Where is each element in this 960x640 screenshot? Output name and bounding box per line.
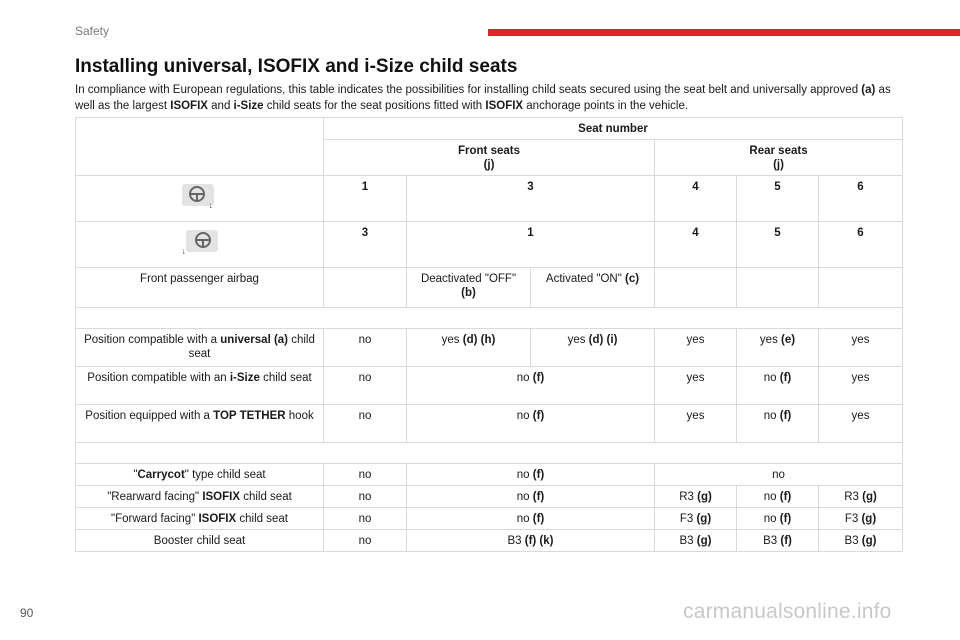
value-text: R3: [679, 491, 698, 503]
value-note: (g): [696, 535, 712, 547]
table-row: [76, 530, 903, 552]
value-cell: [737, 405, 819, 443]
empty-cell: [655, 268, 737, 308]
value-cell: no: [324, 464, 407, 486]
value-text: R3: [844, 491, 863, 503]
seat-cell: 1: [407, 222, 655, 268]
label-text: hook: [285, 410, 314, 422]
value-text: B3: [763, 535, 781, 547]
value-cell: [819, 530, 903, 552]
value-cell: [407, 508, 655, 530]
header-blank-cell: [76, 118, 324, 176]
intro-paragraph: [75, 82, 905, 114]
table-row: [76, 268, 903, 308]
value-note: (d) (i): [588, 334, 618, 346]
value-text: F3: [844, 513, 862, 525]
label-bold: ISOFIX: [202, 491, 241, 503]
value-text: B3: [844, 535, 862, 547]
label-text: Position equipped with a: [85, 410, 214, 422]
spacer-row: [76, 308, 903, 329]
value-text: no: [516, 491, 533, 503]
table-row: [76, 486, 903, 508]
rear-seats-label: Rear seats: [749, 145, 808, 157]
value-cell: [819, 508, 903, 530]
value-note: (f): [532, 372, 545, 384]
seat-cell: 5: [737, 176, 819, 222]
table-row: [76, 222, 903, 268]
value-text: B3: [507, 535, 525, 547]
empty-cell: [737, 268, 819, 308]
value-cell: no: [324, 405, 407, 443]
table-row: [76, 176, 903, 222]
rear-seats-note: (j): [773, 159, 784, 171]
table-row: [76, 367, 903, 405]
label-text: child seat: [188, 334, 315, 360]
universal-label: [76, 329, 324, 367]
intro-text: In compliance with European regulations, this table indicates the possibilities for installing child seats secured using the seat belt and universally approved: [75, 84, 862, 96]
value-text: no: [516, 469, 533, 481]
isize-label: [76, 367, 324, 405]
value-text: no: [516, 372, 533, 384]
front-seats-label: Front seats: [458, 145, 520, 157]
value-note: (f): [779, 372, 792, 384]
seat-cell: 4: [655, 176, 737, 222]
lhd-icon-cell: [76, 176, 324, 222]
steering-wheel-rhd-icon: ↓: [182, 230, 218, 256]
value-note: (e): [781, 334, 796, 346]
label-text: child seat: [236, 513, 288, 525]
value-note: (g): [697, 491, 712, 503]
value-cell: [407, 530, 655, 552]
value-text: yes: [441, 334, 463, 346]
value-text: no: [763, 410, 780, 422]
table-header-row: [76, 118, 903, 140]
value-cell: [407, 329, 531, 367]
rear-seats-header: [655, 140, 903, 176]
airbag-on-note: (c): [625, 273, 640, 285]
value-cell: [737, 486, 819, 508]
seat-cell: 3: [324, 222, 407, 268]
seat-number-header: Seat number: [324, 118, 903, 140]
value-cell: yes: [655, 367, 737, 405]
label-text: " type child seat: [184, 469, 266, 481]
child-seat-table: [75, 117, 903, 552]
intro-text: child seats for the seat positions fitted with: [263, 100, 486, 112]
seat-cell: 6: [819, 222, 903, 268]
value-note: (f): [779, 513, 792, 525]
value-note: (f): [779, 410, 792, 422]
value-cell: yes: [655, 329, 737, 367]
value-note: (f) (k): [524, 535, 554, 547]
section-accent-bar: [488, 29, 960, 36]
airbag-on-label: Activated "ON": [545, 273, 626, 285]
value-cell: [819, 486, 903, 508]
spacer-cell: [76, 443, 903, 464]
value-text: yes: [759, 334, 782, 346]
value-note: (f): [532, 491, 545, 503]
value-cell: [737, 508, 819, 530]
value-cell: no: [324, 329, 407, 367]
carrycot-label: [76, 464, 324, 486]
value-cell: [737, 367, 819, 405]
value-cell: yes: [819, 329, 903, 367]
value-cell: [407, 367, 655, 405]
value-note: (d) (h): [462, 334, 496, 346]
label-text: Position compatible with a: [84, 334, 221, 346]
seat-cell: 4: [655, 222, 737, 268]
table-row: [76, 508, 903, 530]
value-note: (g): [861, 513, 877, 525]
value-text: B3: [679, 535, 697, 547]
label-text: ": [133, 469, 138, 481]
forward-label: [76, 508, 324, 530]
value-note: (f): [532, 410, 545, 422]
intro-text: anchorage points in the vehicle.: [523, 100, 689, 112]
label-text: "Forward facing": [111, 513, 199, 525]
rearward-label: [76, 486, 324, 508]
value-cell: [531, 329, 655, 367]
spacer-row: [76, 443, 903, 464]
value-cell: [655, 486, 737, 508]
value-cell: yes: [819, 367, 903, 405]
empty-cell: [324, 268, 407, 308]
label-text: Position compatible with an: [87, 372, 230, 384]
seat-cell: 3: [407, 176, 655, 222]
intro-text: and: [207, 100, 234, 112]
booster-label: Booster child seat: [76, 530, 324, 552]
value-cell: [407, 464, 655, 486]
value-note: (g): [862, 491, 877, 503]
intro-text: as well as the largest: [75, 84, 891, 112]
value-cell: no: [324, 486, 407, 508]
seat-cell: 1: [324, 176, 407, 222]
value-cell: [407, 405, 655, 443]
label-bold: i-Size: [229, 372, 260, 384]
value-cell: no: [324, 530, 407, 552]
label-text: child seat: [259, 372, 312, 384]
value-cell: [737, 530, 819, 552]
empty-cell: [819, 268, 903, 308]
steering-wheel-lhd-icon: ↓: [182, 184, 218, 210]
airbag-off-cell: [407, 268, 531, 308]
label-text: "Rearward facing": [107, 491, 203, 503]
page-title: Installing universal, ISOFIX and i-Size child seats: [75, 56, 518, 77]
spacer-cell: [76, 308, 903, 329]
value-note: (f): [532, 469, 545, 481]
airbag-on-cell: [531, 268, 655, 308]
intro-note-a: (a): [861, 84, 876, 96]
table-row: [76, 329, 903, 367]
value-note: (f): [779, 491, 792, 503]
value-note: (f): [532, 513, 545, 525]
value-cell: no: [324, 367, 407, 405]
page-number: 90: [20, 606, 34, 620]
value-text: no: [516, 513, 533, 525]
value-cell: no: [655, 464, 903, 486]
table-row: [76, 405, 903, 443]
label-bold: ISOFIX: [198, 513, 237, 525]
intro-isofix: ISOFIX: [485, 100, 524, 112]
label-bold: Carrycot: [137, 469, 185, 481]
value-text: F3: [679, 513, 697, 525]
rhd-icon-cell: [76, 222, 324, 268]
value-cell: yes: [655, 405, 737, 443]
airbag-label: Front passenger airbag: [76, 268, 324, 308]
airbag-off-label: Deactivated "OFF": [420, 273, 517, 285]
value-text: yes: [567, 334, 589, 346]
value-text: no: [763, 513, 780, 525]
front-seats-note: (j): [483, 159, 495, 171]
watermark: carmanualsonline.info: [683, 600, 892, 623]
label-bold: TOP TETHER: [213, 410, 286, 422]
value-cell: [737, 329, 819, 367]
value-cell: [655, 508, 737, 530]
airbag-off-note: (b): [461, 287, 476, 299]
section-label: Safety: [75, 24, 110, 38]
value-text: no: [516, 410, 533, 422]
label-text: child seat: [240, 491, 292, 503]
intro-isofix: ISOFIX: [170, 100, 208, 112]
value-cell: no: [324, 508, 407, 530]
value-note: (g): [861, 535, 877, 547]
front-seats-header: [324, 140, 655, 176]
seat-cell: 6: [819, 176, 903, 222]
value-text: no: [763, 372, 780, 384]
tether-label: [76, 405, 324, 443]
value-text: no: [763, 491, 780, 503]
seat-cell: 5: [737, 222, 819, 268]
label-bold: universal (a): [220, 334, 289, 346]
value-cell: [407, 486, 655, 508]
value-cell: [655, 530, 737, 552]
table-row: [76, 464, 903, 486]
value-note: (f): [780, 535, 792, 547]
value-cell: yes: [819, 405, 903, 443]
value-note: (g): [696, 513, 712, 525]
intro-isize: i-Size: [233, 100, 264, 112]
